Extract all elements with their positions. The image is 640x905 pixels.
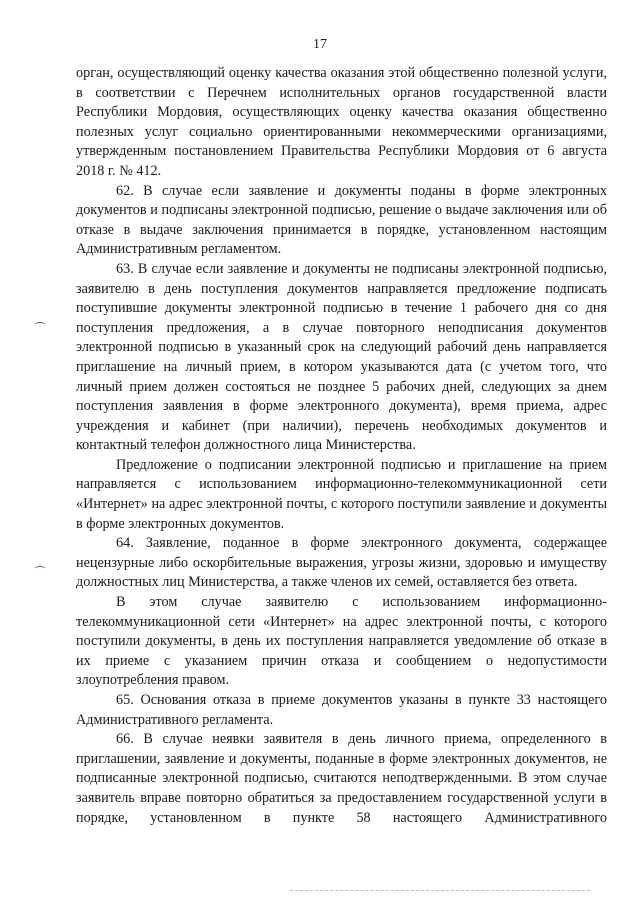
paragraph-continuation: орган, осуществляющий оценку качества оказания этой общественно полезной услуги, в соответствии с Перечнем исполнительных органов государственной власти Республики Мордовия, осуществляющих оценку качества оказания общественно полезных услуг социально ориентированными некоммерческими организациями, утвержденным постановлением Правительства Республики Мордовия от 6 августа 2018 г. № 412. <box>76 65 607 179</box>
scan-margin-mark <box>34 322 46 328</box>
scan-footer-line <box>290 890 590 891</box>
paragraph-65: 65. Основания отказа в приеме документов указаны в пункте 33 настоящего Административного регламента. <box>76 692 607 728</box>
paragraph-63: 63. В случае если заявление и документы не подписаны электронной подписью, заявителю в день поступления документов направляется предложение подписать поступившие документы электронной подписью в течение 1 рабочего дня со дня поступления предложения, а в случае повторного неподписания документов электронной подписью в указанный срок на следующий рабочий день направляется приглашение на личный прием, в котором указываются дата (с учетом того, что личный прием должен состояться не позднее 5 рабочих дней, следующих за днем поступления заявления в форме электронного документа), время приема, адрес учреждения и кабинет (при наличии), перечень необходимых документов и контактный телефон должностного лица Министерства. <box>76 260 607 454</box>
page-number: 17 <box>313 37 327 52</box>
scan-margin-mark <box>34 566 46 572</box>
document-body <box>76 64 607 828</box>
paragraph-62: 62. В случае если заявление и документы поданы в форме электронных документов и подписаны электронной подписью, решение о выдаче заключения или об отказе в выдаче заключения принимается в порядке, установленном настоящим Административным регламентом. <box>76 182 607 258</box>
paragraph-63-invitation: Предложение о подписании электронной подписью и приглашение на прием направляется с использованием информационно-телекоммуникационной сети «Интернет» на адрес электронной почты, с которого поступили заявление и документы в форме электронных документов. <box>76 456 607 532</box>
paragraph-64: 64. Заявление, поданное в форме электронного документа, содержащее нецензурные либо оскорбительные выражения, угрозы жизни, здоровью и имуществу должностных лиц Министерства, а также членов их семей, оставляется без ответа. <box>76 535 607 591</box>
paragraph-64-notice: В этом случае заявителю с использованием информационно-телекоммуникационной сети «Интернет» на адрес электронной почты, с которого поступили документы, в день их поступления направляется уведомление об отказе в их приеме с указанием причин отказа и сообщением о недопустимости злоупотребления правом. <box>76 594 607 689</box>
paragraph-66: 66. В случае неявки заявителя в день личного приема, определенного в приглашении, заявление и документы, поданные в форме электронных документов, не подписанные электронной подписью, считаются неподтвержденными. В этом случае заявитель вправе повторно обратиться за предоставлением государственной услуги в порядке, установленном в пункте 58 настоящего Административного <box>76 731 607 826</box>
